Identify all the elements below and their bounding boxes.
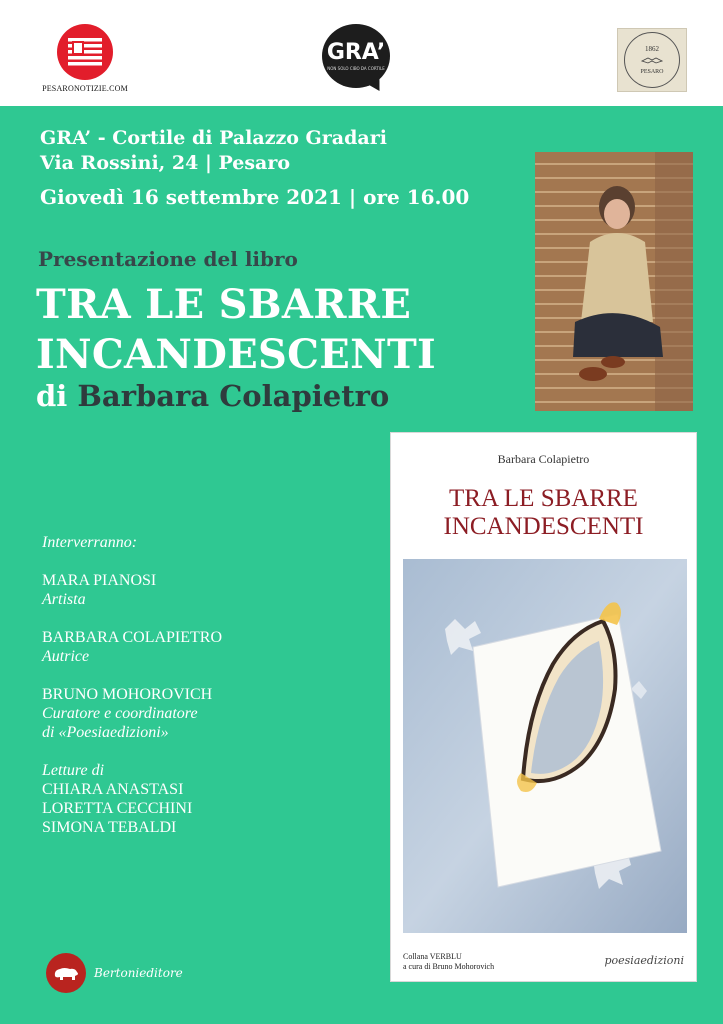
book-title (36, 280, 436, 380)
speaker-item (42, 685, 222, 742)
speaker-item (42, 571, 222, 609)
cover-title-line-1: TRA LE SBARRE (449, 485, 638, 512)
bear-icon (46, 953, 86, 993)
pesaronotizie-icon (57, 24, 113, 80)
handshake-icon (641, 55, 663, 65)
book-title-line-2: INCANDESCENTI (36, 331, 437, 378)
speaker-role: Autrice (42, 648, 90, 665)
speaker-role: Artista (42, 591, 86, 608)
venue-line-1: GRA’ - Cortile di Palazzo Gradari (40, 127, 387, 149)
book-cover (390, 432, 697, 982)
readers-label: Letture di (42, 762, 105, 779)
readers-group (42, 761, 222, 837)
cover-series-line-2: a cura di Bruno Mohorovich (403, 962, 495, 971)
reader-name: CHIARA ANASTASI (42, 781, 184, 798)
speakers-intro: Interverranno: (42, 534, 138, 551)
cover-title (391, 485, 696, 541)
seal-year: 1862 (645, 45, 659, 53)
publisher-logo[interactable] (46, 954, 183, 992)
gra-logo[interactable] (322, 24, 392, 94)
gra-logo-subtitle: NON SOLO CIBO DA CORTILE (327, 65, 385, 71)
cover-artwork (403, 559, 687, 933)
event-date-time: Giovedì 16 settembre 2021 | ore 16.00 (40, 185, 470, 209)
pesaronotizie-label: PESARONOTIZIE.COM (42, 84, 128, 93)
book-title-line-1: TRA LE SBARRE (36, 281, 412, 328)
reader-name: LORETTA CECCHINI (42, 800, 193, 817)
cover-series (403, 952, 494, 972)
cover-series-line-1: Collana VERBLU (403, 952, 462, 961)
cover-publisher-brand: poesiaedizioni (604, 954, 684, 967)
gra-bubble (322, 24, 390, 88)
speaker-role: Curatore e coordinatore (42, 705, 198, 722)
cover-title-line-2: INCANDESCENTI (443, 513, 644, 540)
seal-ring (624, 32, 680, 88)
author-name: Barbara Colapietro (77, 379, 390, 413)
venue-line-2: Via Rossini, 24 | Pesaro (40, 152, 291, 174)
society-seal-logo[interactable] (617, 28, 687, 92)
pesaronotizie-logo[interactable] (40, 24, 130, 93)
header-bar (0, 0, 723, 106)
cover-author: Barbara Colapietro (497, 452, 590, 466)
publisher-name: Bertonieditore (94, 966, 183, 980)
author-prefix: di (36, 379, 68, 413)
reader-name: SIMONA TEBALDI (42, 819, 177, 836)
speaker-name: BARBARA COLAPIETRO (42, 629, 223, 646)
speaker-role-continued: di «Poesiaedizioni» (42, 724, 169, 741)
event-venue (40, 126, 387, 176)
speaker-name: MARA PIANOSI (42, 572, 157, 589)
seal-city: PESARO (640, 69, 664, 75)
book-presentation-label: Presentazione del libro (38, 247, 298, 271)
author-photo (535, 152, 693, 411)
author-line (36, 379, 389, 413)
speaker-name: BRUNO MOHOROVICH (42, 686, 213, 703)
speakers-section (42, 533, 222, 837)
speaker-item (42, 628, 222, 666)
gra-logo-text: GRA’ (326, 39, 386, 65)
